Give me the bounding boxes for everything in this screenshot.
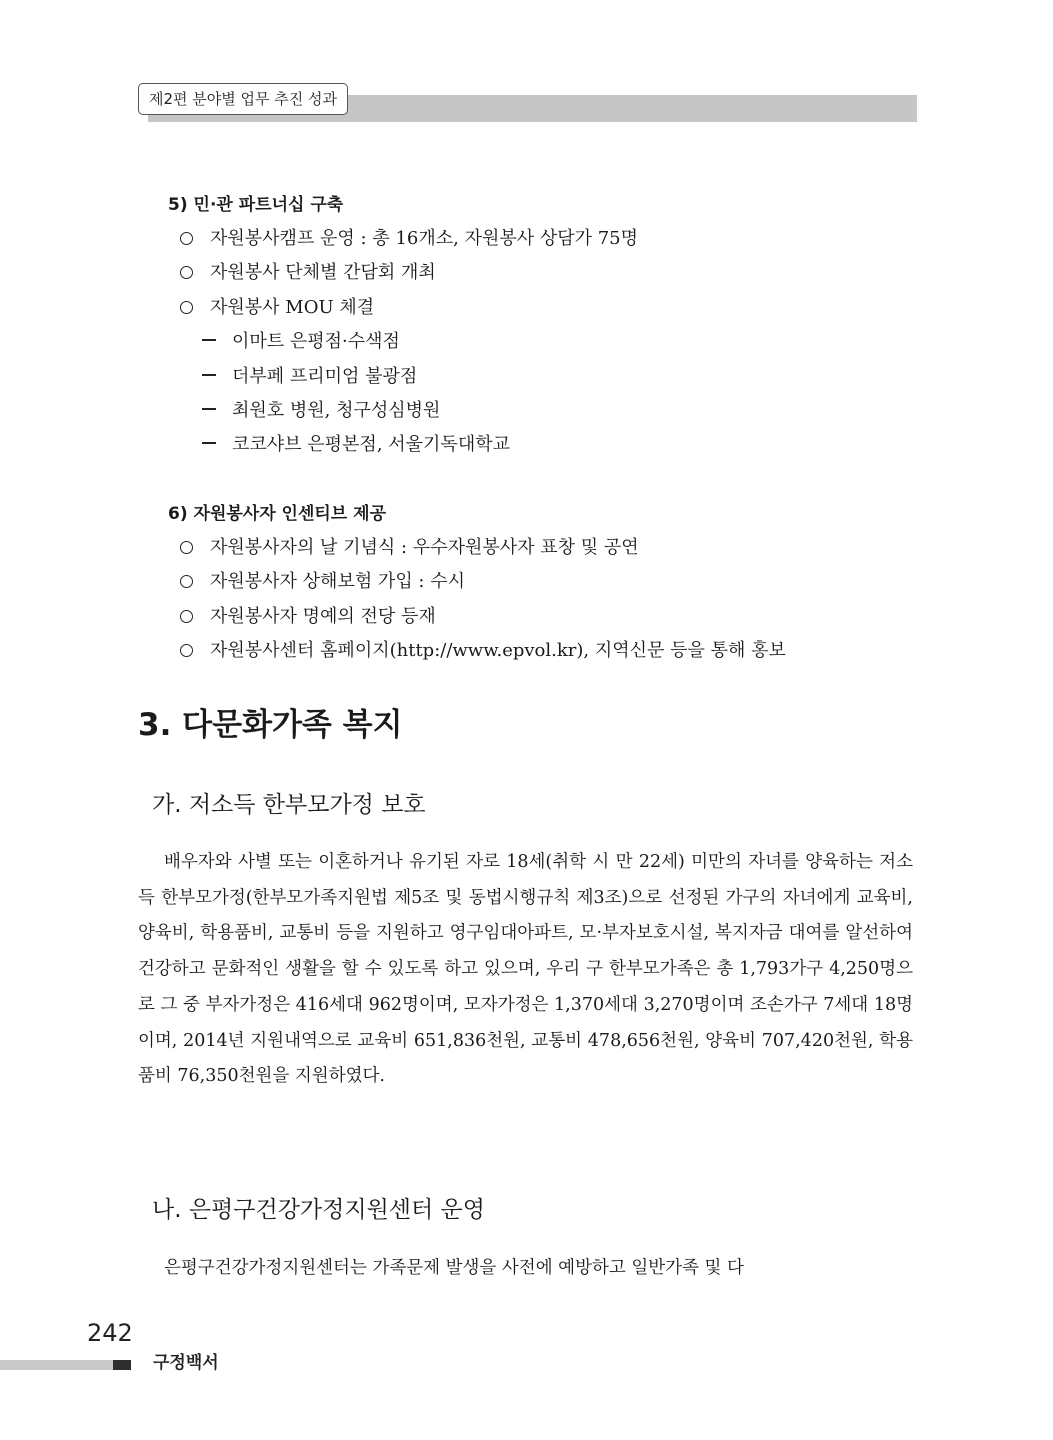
circle-bullet-icon bbox=[180, 575, 193, 588]
mou-partner-item: 이마트 은평점·수색점 bbox=[180, 325, 638, 359]
list-item: 자원봉사 MOU 체결 bbox=[180, 291, 638, 325]
footer-bar bbox=[0, 1360, 113, 1370]
running-header-tab: 제2편 분야별 업무 추진 성과 bbox=[138, 83, 348, 115]
dash-bullet-icon bbox=[202, 374, 216, 376]
circle-bullet-icon bbox=[180, 541, 193, 554]
list-item: 자원봉사자 명예의 전당 등재 bbox=[180, 600, 786, 634]
dash-bullet-icon bbox=[202, 442, 216, 444]
chapter-title: 3. 다문화가족 복지 bbox=[138, 707, 403, 743]
footer-square bbox=[113, 1360, 131, 1370]
subsection-na-paragraph: 은평구건강가정지원센터는 가족문제 발생을 사전에 예방하고 일반가족 및 다 bbox=[164, 1258, 744, 1278]
section-5-list bbox=[180, 222, 638, 463]
circle-bullet-icon bbox=[180, 644, 193, 657]
list-item: 자원봉사센터 홈페이지(http://www.epvol.kr), 지역신문 등을 통해 홍보 bbox=[180, 634, 786, 668]
list-item: 자원봉사자의 날 기념식 : 우수자원봉사자 표창 및 공연 bbox=[180, 531, 786, 565]
dash-bullet-icon bbox=[202, 339, 216, 341]
mou-partner-item: 최원호 병원, 청구성심병원 bbox=[180, 394, 638, 428]
section-6-heading: 6) 자원봉사자 인센티브 제공 bbox=[168, 504, 386, 524]
circle-bullet-icon bbox=[180, 610, 193, 623]
book-title: 구정백서 bbox=[153, 1353, 219, 1373]
section-5 bbox=[168, 188, 343, 222]
page-number: 242 bbox=[87, 1319, 133, 1347]
dash-bullet-icon bbox=[202, 408, 216, 410]
circle-bullet-icon bbox=[180, 301, 193, 314]
mou-partner-item: 더부페 프리미엄 불광점 bbox=[180, 360, 638, 394]
circle-bullet-icon bbox=[180, 266, 193, 279]
list-item: 자원봉사 단체별 간담회 개최 bbox=[180, 256, 638, 290]
section-5-heading: 5) 민·관 파트너십 구축 bbox=[168, 195, 344, 215]
circle-bullet-icon bbox=[180, 232, 193, 245]
subsection-na-title: 나. 은평구건강가정지원센터 운영 bbox=[152, 1197, 485, 1223]
subsection-ga-title: 가. 저소득 한부모가정 보호 bbox=[152, 792, 426, 818]
mou-partner-item: 코코샤브 은평본점, 서울기독대학교 bbox=[180, 428, 638, 462]
section-6-list bbox=[180, 531, 786, 669]
subsection-ga-paragraph: 배우자와 사별 또는 이혼하거나 유기된 자로 18세(취학 시 만 22세) 미만의 자녀를 양육하는 저소득 한부모가정(한부모가족지원법 제5조 및 동법시행규칙 제3조)으로 선정된 가구의 자녀에게 교육비, 양육비, 학용품비, 교통비 등을 지원하고 영구임대아파트, 모·부자보호시설, 복지자금 대여를 알선하여 건강하고 문화적인 생활을 할 수 있도록 하고 있으며, 우리 구 한부모가족은 총 1,793가구 4,250명으로 그 중 부자가정은 416세대 962명이며, 모자가정은 1,370세대 3,270명이며 조손가구 7세대 18명이며, 2014년 지원내역으로 교육비 651,836천원, 교통비 478,656천원, 양육비 707,420천원, 학용품비 76,350천원을 지원하였다. bbox=[138, 852, 913, 1087]
list-item: 자원봉사자 상해보험 가입 : 수시 bbox=[180, 565, 786, 599]
section-6 bbox=[168, 497, 386, 531]
list-item: 자원봉사캠프 운영 : 총 16개소, 자원봉사 상담가 75명 bbox=[180, 222, 638, 256]
